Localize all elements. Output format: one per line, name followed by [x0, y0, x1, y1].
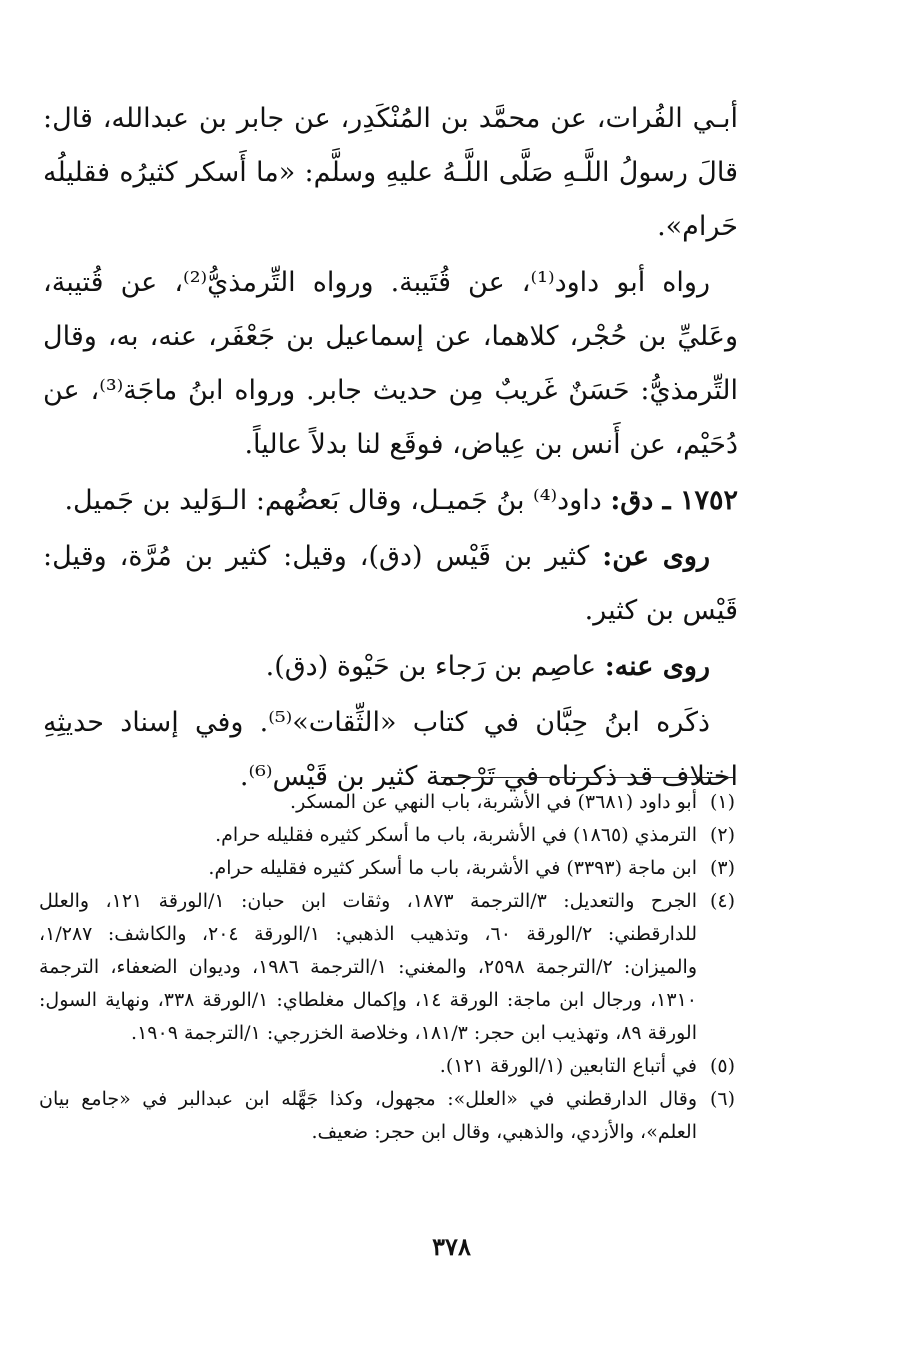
footnote: [39, 1050, 735, 1083]
narrated-by: [43, 640, 738, 694]
footnote-number: (٥): [709, 1055, 735, 1077]
narrated-by-text: عاصِم بن رَجاء بن حَيْوة (دق).: [265, 651, 605, 682]
footnote-text: ابن ماجة (٣٣٩٣) في الأشربة، باب ما أسكر كثيره فقليله حرام.: [208, 857, 697, 879]
footnote-divider: [441, 777, 733, 778]
footnotes: [39, 786, 735, 1149]
footnote-number: (٢): [709, 824, 735, 846]
main-text: [43, 92, 738, 804]
footnote: [39, 852, 735, 885]
page-number: ٣٧٨: [432, 1232, 471, 1261]
footnote-number: (١): [709, 791, 735, 813]
footnote: [39, 885, 735, 1050]
narrated-from: [43, 530, 738, 638]
footnote-number: (٦): [709, 1088, 735, 1110]
entry-1752: [43, 474, 738, 528]
footnote: [39, 819, 735, 852]
footnote-text: الترمذي (١٨٦٥) في الأشربة، باب ما أسكر كثيره فقليله حرام.: [215, 824, 697, 846]
narrated-from-label: روى عن:: [602, 541, 710, 572]
footnote: [39, 1083, 735, 1149]
entry-name: داود⁽⁴⁾ بنُ جَميـل، وقال بَعضُهم: الـوَليد بن جَميل.: [64, 485, 611, 516]
footnote-text: وقال الدارقطني في «العلل»: مجهول، وكذا جَهَّله ابن عبدالبر في «جامع بيان العلم»، والأزدي، والذهبي، وقال ابن حجر: ضعيف.: [39, 1088, 697, 1143]
paragraph-2: رواه أبو داود⁽¹⁾، عن قُتَيبة. ورواه التِّرمذيُّ⁽²⁾، عن قُتيبة، وعَليِّ بن حُجْر، كلاهما، عن إسماعيل بن جَعْفَر، عنه، به، وقال التِّرمذيُّ: حَسَنٌ غَريبٌ مِن حديث جابر. ورواه ابنُ ماجَة⁽³⁾، عن دُحَيْم، عن أَنس بن عِياض، فوقَع لنا بدلاً عالياً.: [43, 267, 738, 460]
entry-number: ١٧٥٢ ـ دق:: [610, 485, 738, 516]
footnote-number: (٣): [709, 857, 735, 879]
narrated-from-text: كثير بن قَيْس (دق)، وقيل: كثير بن مُرَّة، وقيل: قَيْس بن كثير.: [43, 541, 738, 626]
footnote-text: أبو داود (٣٦٨١) في الأشربة، باب النهي عن المسكر.: [290, 791, 697, 813]
footnote-number: (٤): [709, 890, 735, 912]
footnote-text: الجرح والتعديل: ٣/الترجمة ١٨٧٣، وثقات ابن حبان: ١/الورقة ١٢١، والعلل للدارقطني: ٢/الورقة ٦٠، وتذهيب الذهبي: ١/الورقة ٢٠٤، والكاشف: ١/٢٨٧، والميزان: ٢/الترجمة ٢٥٩٨، والمغني: ١/الترجمة ١٩٨٦، وديوان الضعفاء، الترجمة ١٣١٠، ورجال ابن ماجة: الورقة ١٤، وإكمال مغلطاي: ١/الورقة ٣٣٨، ونهاية السول: الورقة ٨٩، وتهذيب ابن حجر: ١٨١/٣، وخلاصة الخزرجي: ١/الترجمة ١٩٠٩.: [39, 890, 697, 1044]
paragraph-1: أبـي الفُرات، عن محمَّد بن المُنْكَدِر، عن جابر بن عبدالله، قال: قالَ رسولُ اللَّـهِ صَلَّى اللَّـهُ عليهِ وسلَّم: «ما أَسكر كثيرُه فقليلُه حَرام».: [43, 103, 738, 242]
footnote: [39, 786, 735, 819]
footnote-text: في أتباع التابعين (١/الورقة ١٢١).: [439, 1055, 697, 1077]
narrated-by-label: روى عنه:: [604, 651, 710, 682]
paragraph-6: ذكَره ابنُ حِبَّان في كتاب «الثِّقات»⁽⁵⁾. وفي إسناد حديثِهِ اختلاف قد ذكرناه في تَرْجمة كثير بن قَيْس⁽⁶⁾.: [43, 707, 738, 792]
